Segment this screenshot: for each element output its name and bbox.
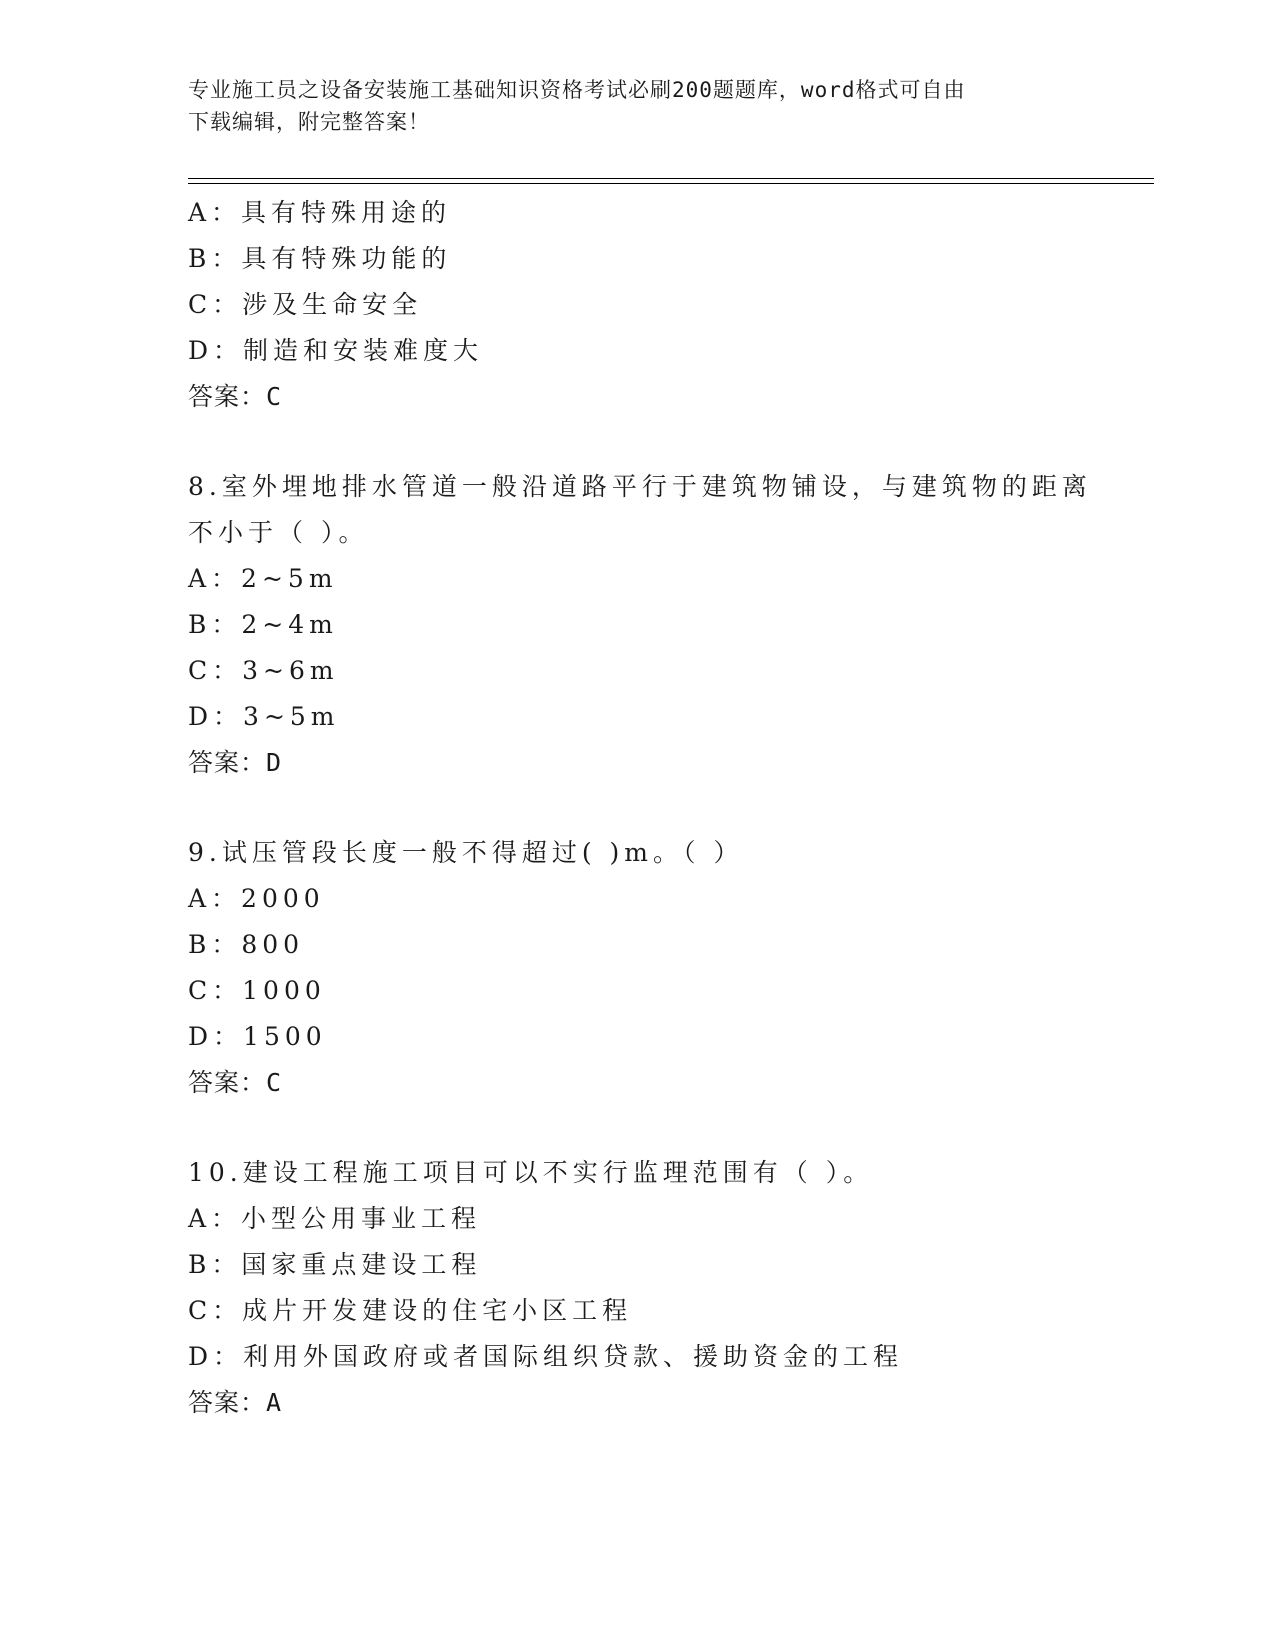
option-a: A：具有特殊用途的 (188, 198, 452, 227)
answer-line (188, 1380, 1154, 1426)
answer-value: C (266, 1068, 282, 1097)
answer-line (188, 374, 1154, 420)
question-text-line-2: 不小于（ ）。 (188, 518, 369, 547)
answer-value: A (266, 1388, 282, 1417)
option-b: B：具有特殊功能的 (188, 244, 452, 273)
option-b: B：2~4m (188, 610, 338, 639)
answer-line (188, 1060, 1154, 1106)
option-d: D：3~5m (188, 702, 340, 731)
question-9 (188, 830, 1154, 1106)
question-10 (188, 1150, 1154, 1426)
answer-label: 答案： (188, 382, 267, 411)
option-a: A：小型公用事业工程 (188, 1204, 482, 1233)
question-7 (188, 190, 1154, 420)
option-c: C：1000 (188, 976, 326, 1005)
option-d: D：1500 (188, 1022, 327, 1051)
question-text-line-1: 8.室外埋地排水管道一般沿道路平行于建筑物铺设，与建筑物的距离 (188, 472, 1092, 501)
answer-line (188, 740, 1154, 786)
answer-label: 答案： (188, 1388, 267, 1417)
option-d: D：制造和安装难度大 (188, 336, 484, 365)
question-text-line-1: 9.试压管段长度一般不得超过( )m。（ ） (188, 838, 744, 867)
option-a: A：2~5m (188, 564, 338, 593)
answer-label: 答案： (188, 748, 267, 777)
option-d: D：利用外国政府或者国际组织贷款、援助资金的工程 (188, 1342, 904, 1371)
option-c: C：成片开发建设的住宅小区工程 (188, 1296, 633, 1325)
option-c: C：涉及生命安全 (188, 290, 423, 319)
question-list (188, 190, 1154, 1426)
header-rule-top (188, 178, 1154, 179)
header-line-2: 下载编辑，附完整答案！ (188, 110, 430, 134)
question-8 (188, 464, 1154, 786)
header-line-1: 专业施工员之设备安装施工基础知识资格考试必刷200题题库，word格式可自由 (188, 78, 966, 102)
document-header (188, 74, 1068, 138)
header-rule-bottom (188, 183, 1154, 184)
option-b: B：800 (188, 930, 305, 959)
option-b: B：国家重点建设工程 (188, 1250, 482, 1279)
option-a: A：2000 (188, 884, 325, 913)
answer-value: C (266, 382, 282, 411)
answer-value: D (266, 748, 282, 777)
option-c: C：3~6m (188, 656, 339, 685)
question-text-line-1: 10.建设工程施工项目可以不实行监理范围有（ ）。 (188, 1158, 874, 1187)
answer-label: 答案： (188, 1068, 267, 1097)
